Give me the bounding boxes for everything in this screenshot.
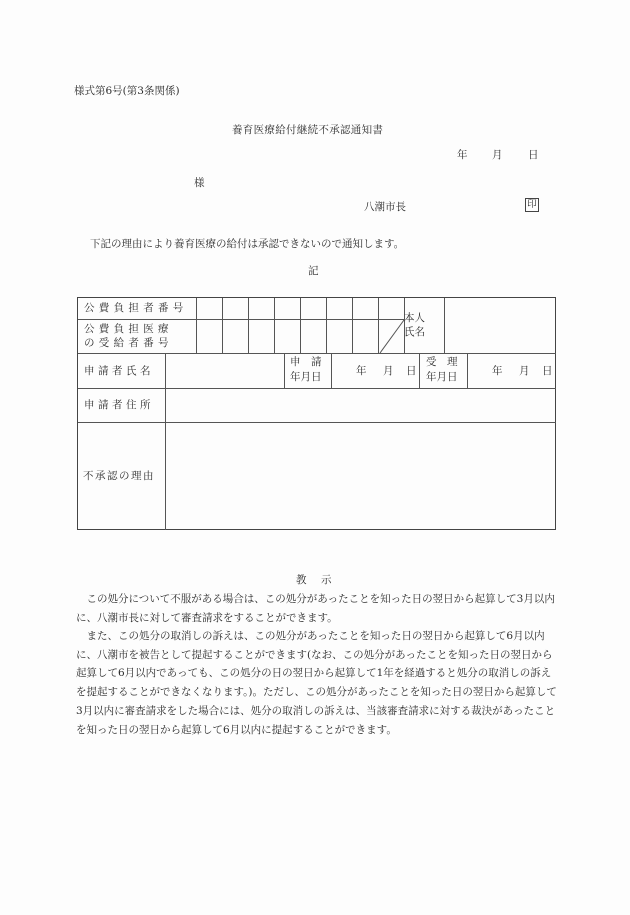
- row-divider: [78, 319, 405, 320]
- recipient-number-label-line1: 公費負担医療: [84, 323, 173, 335]
- payer-number-label: 公費負担者番号: [84, 302, 188, 314]
- lead-text: 下記の理由により養育医療の給付は承認できないので通知します。: [90, 238, 405, 250]
- instruction-title: 教 示: [296, 574, 334, 586]
- application-date-label-line1: 申 請: [290, 356, 322, 368]
- col-divider: [222, 298, 223, 353]
- applicant-address-label: 申請者住所: [84, 399, 154, 411]
- reason-field[interactable]: [166, 423, 556, 530]
- form-table: [77, 297, 556, 530]
- col-divider: [331, 353, 332, 388]
- instruction-paragraph-2: [76, 627, 558, 739]
- document-title: 養育医療給付継続不承認通知書: [232, 124, 384, 136]
- col-divider: [419, 353, 420, 388]
- col-divider: [196, 298, 197, 353]
- instruction-text-2: また、この処分の取消しの訴えは、この処分があったことを知った日の翌日から起算して6月以内に、八潮市を被告として提起することができます(なお、この処分があったことを知った日の翌日から起算して6月以内であっても、この処分の日の翌日から起算して1年を経過すると処分の取消しの訴えを提起することができなくなります。)。ただし、この処分があったことを知った日の翌日から起算して3月以内に審査請求をした場合には、処分の取消しの訴えは、当該審査請求に対する裁決があったことを知った日の翌日から起算して6月以内に提起することができます。: [76, 630, 557, 736]
- applicant-address-field[interactable]: [166, 389, 556, 422]
- application-date-month: 月: [383, 365, 394, 377]
- application-date-label-line2: 年月日: [290, 371, 322, 383]
- recipient-number-label-line2: の受給者番号: [84, 337, 173, 349]
- patient-name-label-line2: 氏名: [404, 326, 425, 338]
- date-month-label: 月: [492, 149, 503, 161]
- addressee-suffix: 様: [194, 177, 205, 189]
- col-divider: [467, 353, 468, 388]
- col-divider: [248, 298, 249, 353]
- seal-icon: 印: [525, 198, 539, 212]
- date-day-label: 日: [528, 149, 539, 161]
- col-divider: [274, 298, 275, 353]
- applicant-name-label: 申請者氏名: [84, 365, 154, 377]
- date-year-label: 年: [457, 149, 468, 161]
- instruction-text-1: この処分について不服がある場合は、この処分があったことを知った日の翌日から起算して3月以内に、八潮市長に対して審査請求をすることができます。: [76, 593, 555, 624]
- issuer-name: 八潮市長: [364, 201, 406, 213]
- instruction-paragraph-1: [76, 590, 558, 627]
- receipt-date-label-line2: 年月日: [426, 371, 458, 383]
- reason-label: 不承認の理由: [83, 470, 155, 482]
- receipt-date-label-line1: 受 理: [426, 356, 458, 368]
- col-divider: [300, 298, 301, 353]
- patient-name-label-line1: 本人: [404, 312, 425, 324]
- application-date-year: 年: [356, 365, 367, 377]
- row-divider: [78, 353, 556, 354]
- receipt-date-year: 年: [492, 365, 503, 377]
- receipt-date-day: 日: [542, 365, 553, 377]
- col-divider: [352, 298, 353, 353]
- diagonal-strike: [379, 298, 405, 353]
- application-date-day: 日: [406, 365, 417, 377]
- form-number: 様式第6号(第3条関係): [74, 85, 180, 97]
- receipt-date-month: 月: [519, 365, 530, 377]
- patient-name-field[interactable]: [445, 298, 555, 353]
- col-divider: [284, 353, 285, 388]
- applicant-name-field[interactable]: [166, 354, 284, 388]
- ki-label: 記: [308, 265, 319, 277]
- col-divider: [326, 298, 327, 353]
